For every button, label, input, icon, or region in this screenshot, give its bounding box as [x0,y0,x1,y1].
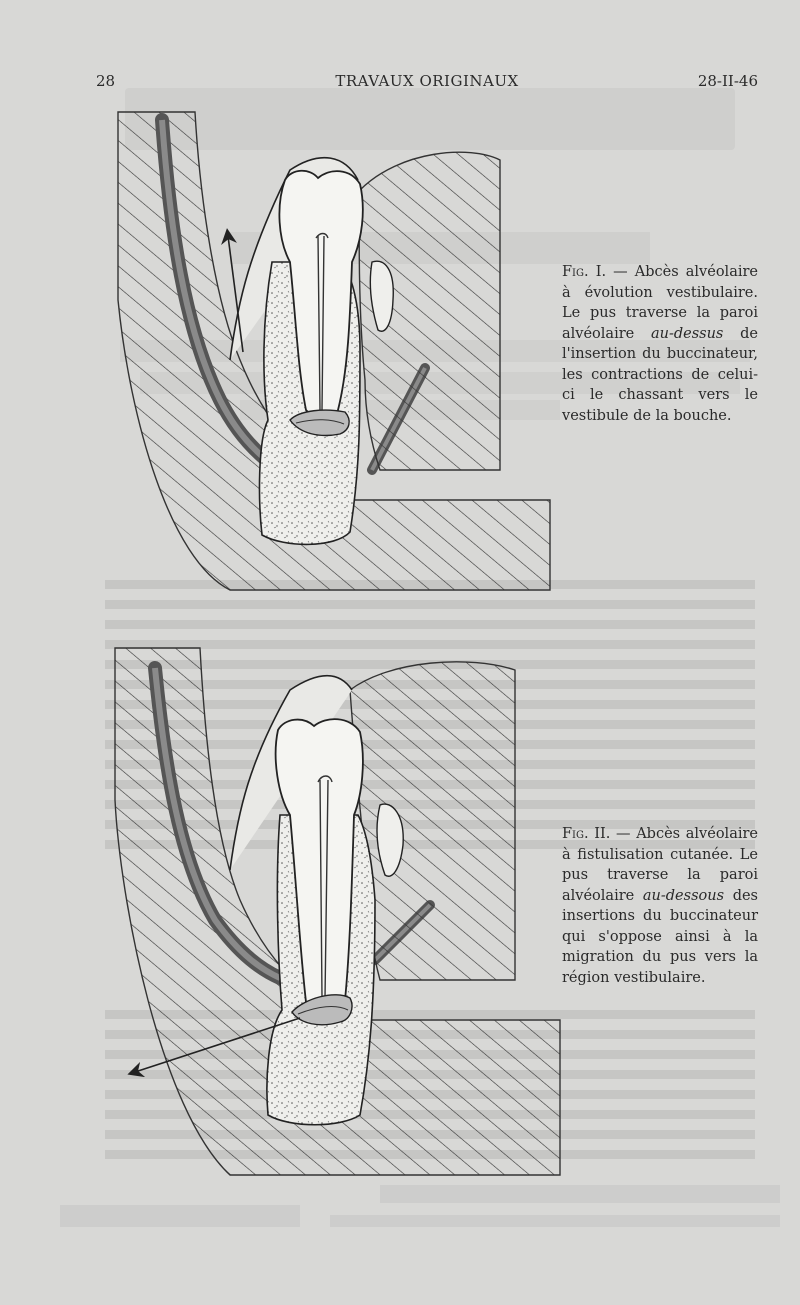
figure-2-caption [562,824,758,988]
figure-2-caption-emphasis: au-dessous [642,887,725,904]
issue-date: 28-II-46 [697,72,758,90]
figure-2-caption-text-a: — Abcès alvéolaire à fistulisation cutanée. Le pus traverse la paroi alvéolaire [562,826,758,904]
figure-2-label: Fig. II. [562,826,611,842]
figure-1-caption [562,262,758,426]
figure-2-caption-text-b: des insertions du buccinateur qui s'oppose ainsi à la migration du pus vers la région vestibulaire. [562,887,758,986]
figure-1-caption-text-b: de l'insertion du buccinateur, les contractions de celui-ci le chassant vers le vestibule de la bouche. [562,325,758,424]
page-number: 28 [96,72,116,90]
figure-1-caption-text-a: — Abcès alvéolaire à évolution vestibulaire. Le pus traverse la paroi alvéolaire [562,264,758,342]
figure-1-label: Fig. I. [562,264,607,280]
figure-1-caption-emphasis: au-dessus [650,325,724,342]
section-title: TRAVAUX ORIGINAUX [335,72,519,90]
